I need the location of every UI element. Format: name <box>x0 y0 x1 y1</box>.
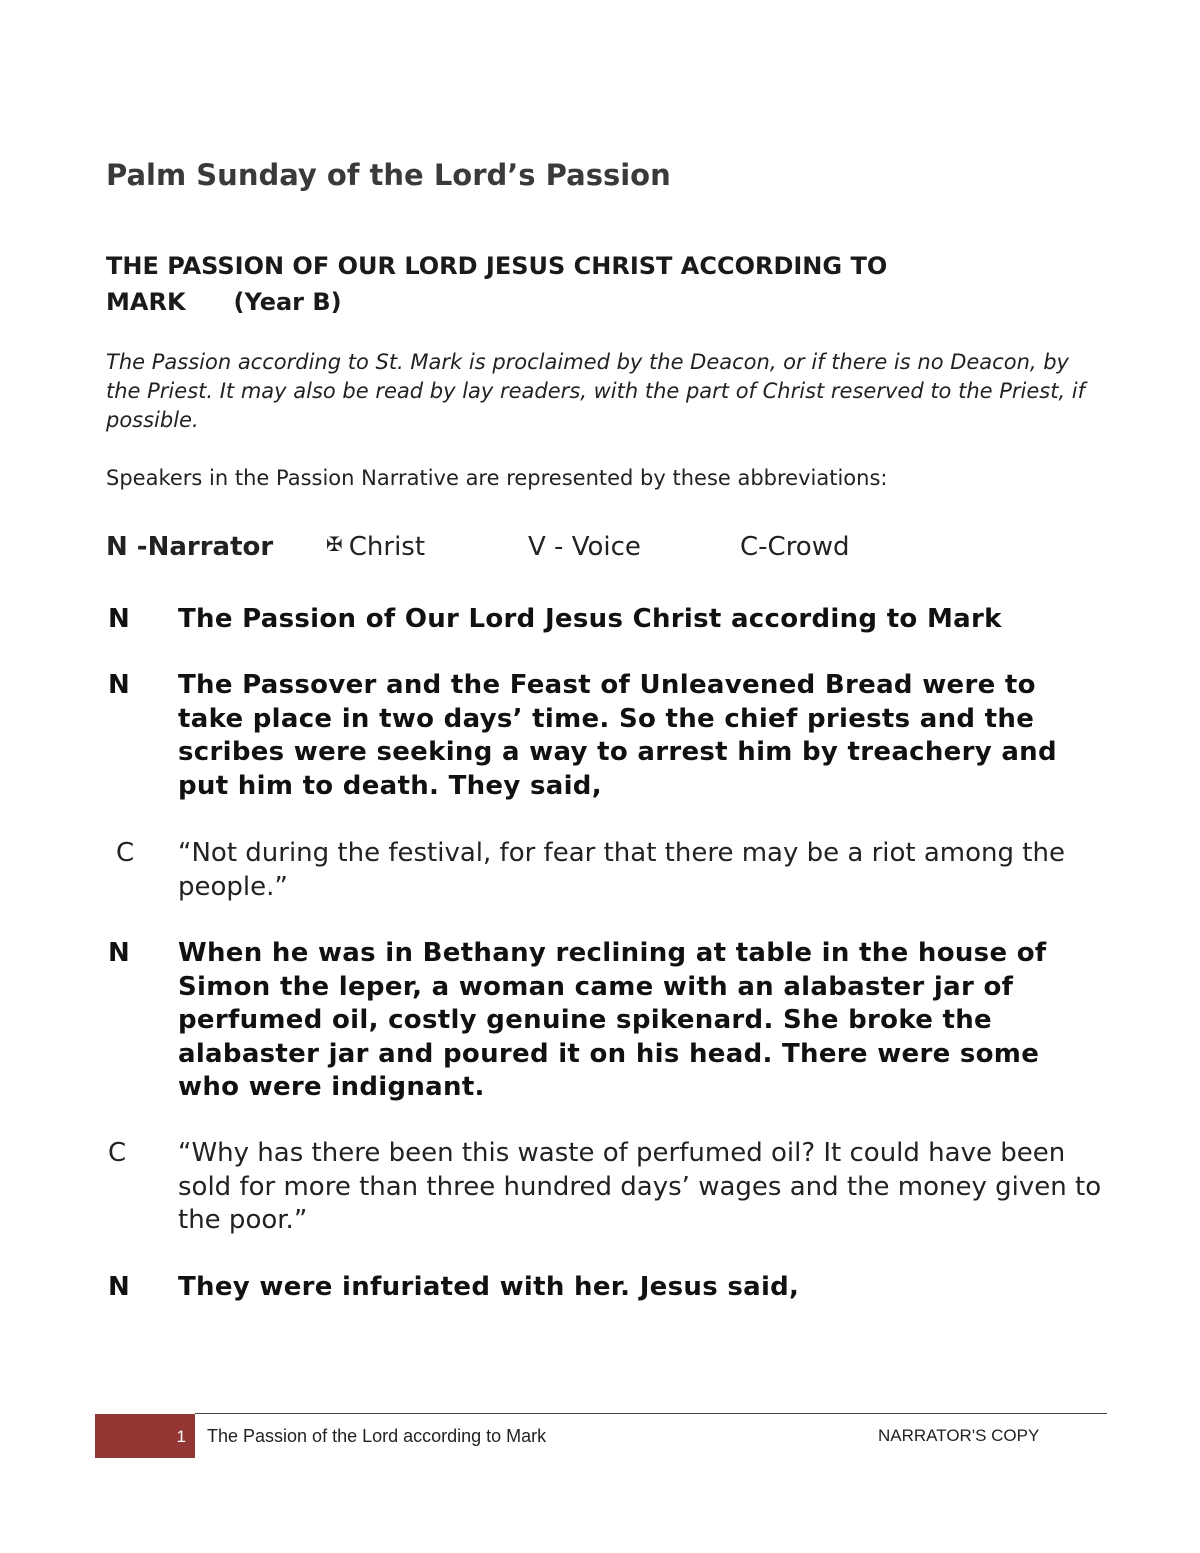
speaker-label: C <box>108 1138 127 1168</box>
page-title: Palm Sunday of the Lord’s Passion <box>106 158 671 192</box>
footer-divider <box>195 1413 1107 1414</box>
heading-year: (Year B) <box>233 288 342 316</box>
footer-page-number: 1 <box>176 1427 186 1446</box>
cross-icon: ✠ <box>326 532 343 556</box>
speaker-label: N <box>108 604 130 634</box>
passage-text: They were infuriated with her. Jesus said, <box>178 1272 800 1302</box>
footer-title: The Passion of the Lord according to Mark <box>207 1426 547 1446</box>
passage-text: When he was in Bethany reclining at table in the house of Simon the leper, a woman came with an alabaster jar of perfumed oil, costly genuine spikenard. She broke the alabaster jar and poured it on his head. There were some who were indignant. <box>178 938 1047 1102</box>
speaker-label: N <box>108 938 130 968</box>
heading-line-1: THE PASSION OF OUR LORD JESUS CHRIST ACCORDING TO <box>106 252 888 280</box>
footer-copy-label: NARRATOR'S COPY <box>878 1426 1040 1445</box>
heading-line-2a: MARK <box>106 288 186 316</box>
abbrev-christ-label: Christ <box>348 532 426 562</box>
abbrev-crowd: C-Crowd <box>740 532 850 562</box>
abbrev-narrator: N -Narrator <box>106 532 274 562</box>
passage-text: “Not during the festival, for fear that there may be a riot among the people.” <box>178 838 1065 902</box>
abbrev-christ <box>326 532 425 562</box>
speaker-label: N <box>108 1272 130 1302</box>
rubric-intro: The Passion according to St. Mark is proclaimed by the Deacon, or if there is no Deacon, by the Priest. It may also be read by lay readers, with the part of Christ reserved to the Priest, if possible. <box>106 350 1086 432</box>
passage-text: “Why has there been this waste of perfumed oil? It could have been sold for more than three hundred days’ wages and the money given to the poor.” <box>178 1138 1102 1235</box>
passage-text: The Passover and the Feast of Unleavened Bread were to take place in two days’ time. So the chief priests and the scribes were seeking a way to arrest him by treachery and put him to death. They said, <box>178 670 1057 801</box>
section-heading <box>106 248 1106 320</box>
passage-text: The Passion of Our Lord Jesus Christ according to Mark <box>178 604 1002 634</box>
abbrev-voice: V - Voice <box>528 532 641 562</box>
speaker-label: N <box>108 670 130 700</box>
speaker-label: C <box>116 838 135 868</box>
speakers-note: Speakers in the Passion Narrative are represented by these abbreviations: <box>106 466 888 490</box>
